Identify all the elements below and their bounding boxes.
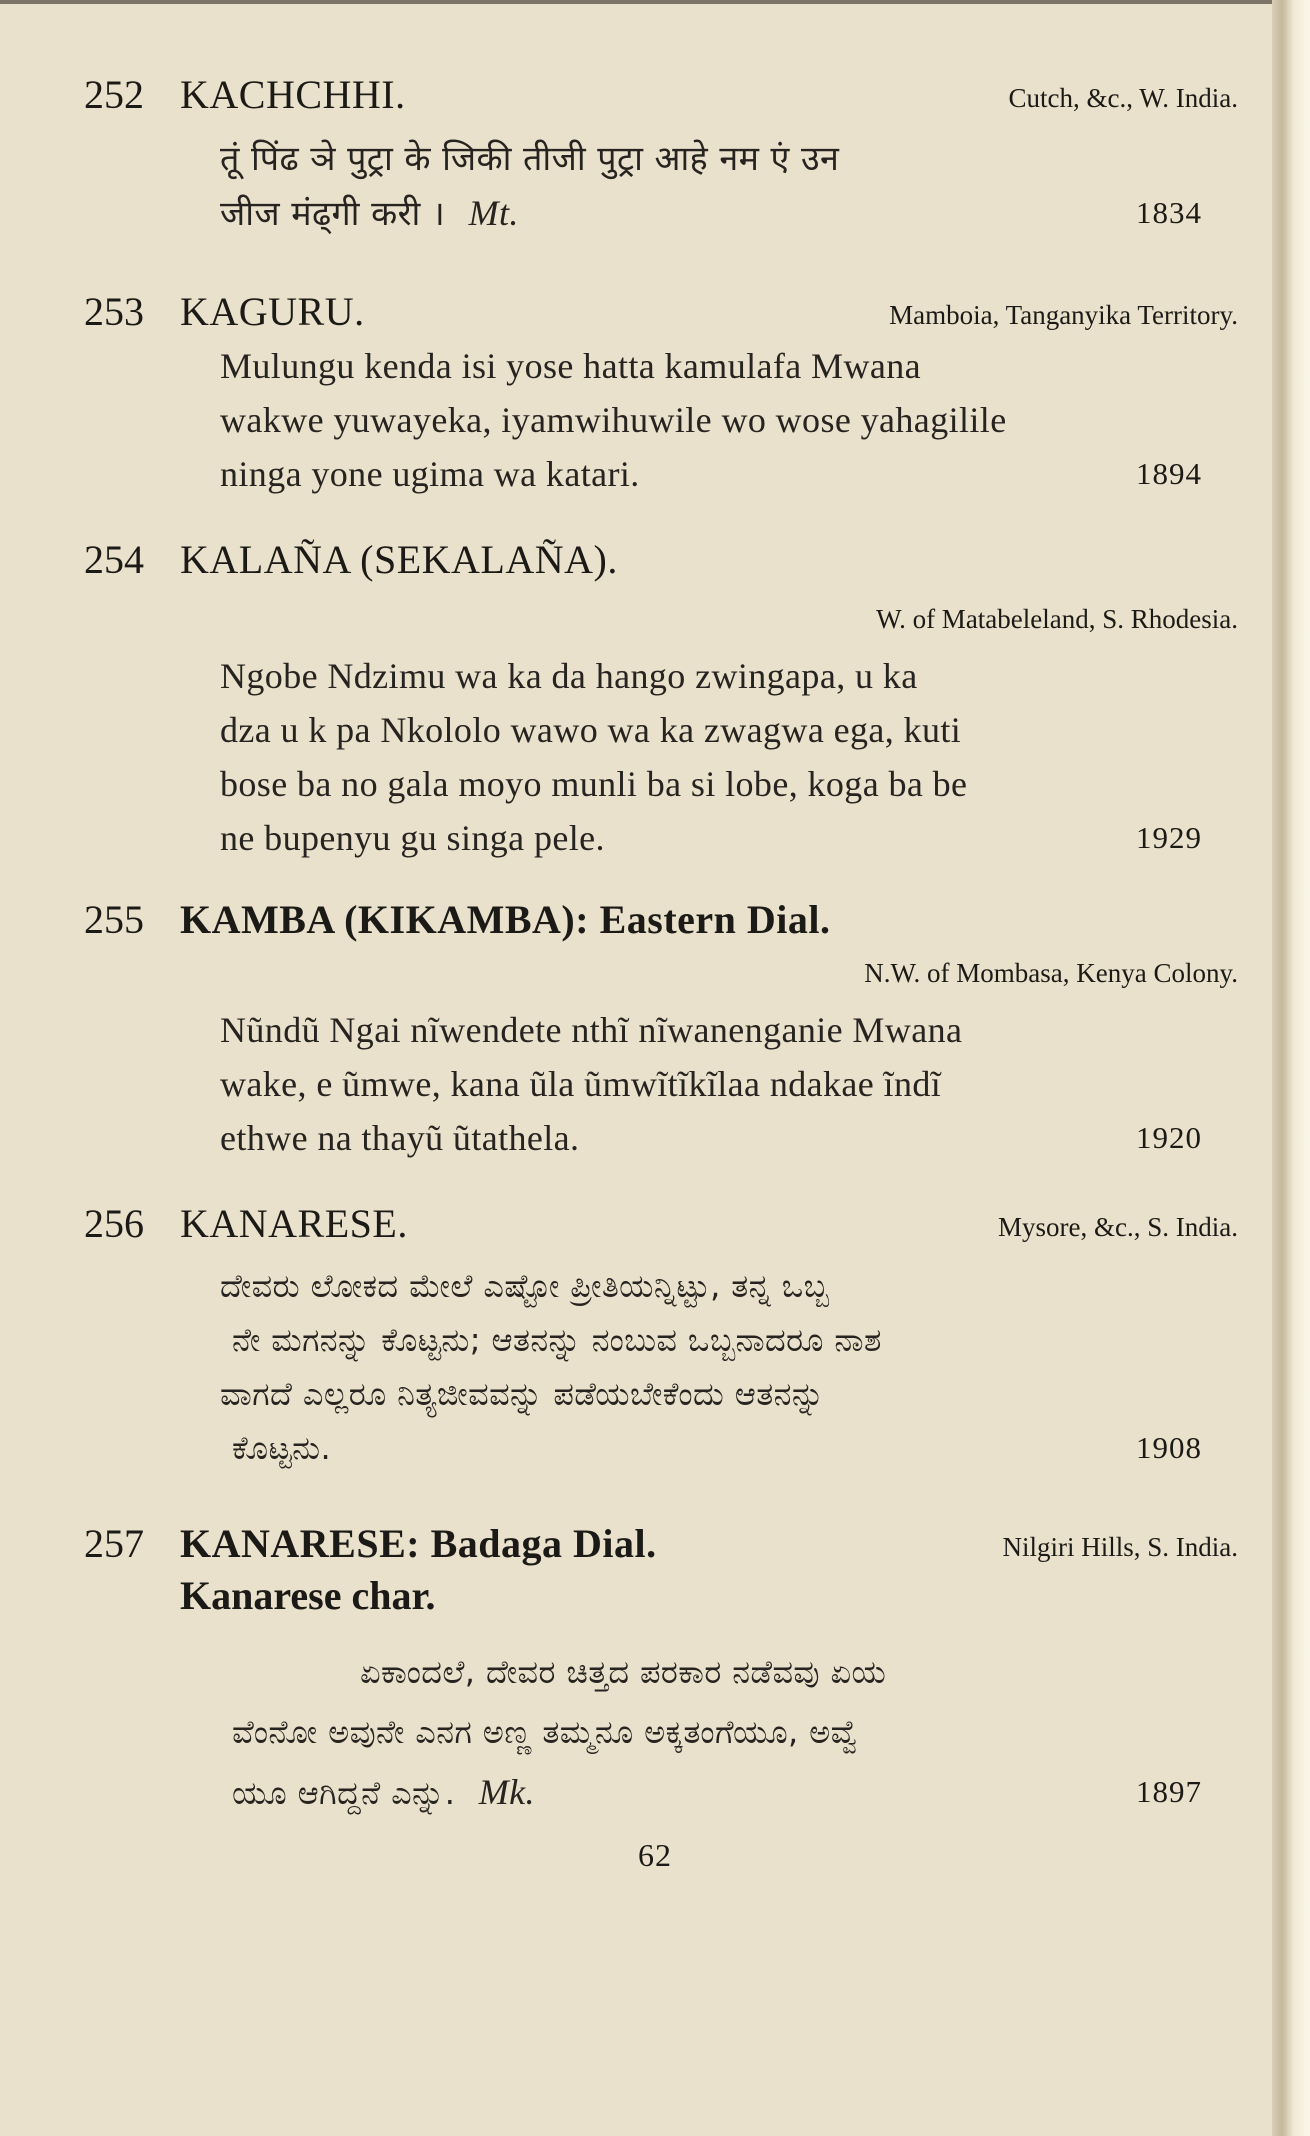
- entry-number: 252: [84, 72, 144, 117]
- year: 1908: [1136, 1430, 1202, 1465]
- text-line: wakwe yuwayeka, iyamwihuwile wo wose yahagilile: [220, 400, 1007, 440]
- version-abbr: Mk.: [478, 1772, 535, 1812]
- text-line: ಏಕಾಂದಲೆ, ದೇವರ ಚಿತ್ತದ ಪರಕಾರ ನಡೆವವು ಏಯ: [360, 1653, 887, 1691]
- text-line-last: [232, 1765, 1222, 1820]
- entry-header: [0, 891, 1272, 949]
- entry-header: [0, 1515, 1272, 1573]
- text-line: तूं पिंढ ञे पुट्रा के जिकी तीजी पुट्रा आहे नम एं उन: [220, 139, 840, 179]
- entry-number: 256: [84, 1201, 144, 1246]
- language-name: KALAÑA (SEKALAÑA).: [180, 537, 618, 582]
- page-number: 62: [638, 1837, 672, 1873]
- text-line: ವಾಗದೆ ಎಲ್ಲರೂ ನಿತ್ಯಜೀವವನ್ನು ಪಡೆಯಬೇಕೆಂದು ಆತನನ್ನು: [220, 1375, 825, 1413]
- entry-number: 253: [84, 289, 144, 334]
- year: 1834: [1136, 195, 1202, 230]
- text-line: ಕೊಟ್ಟನು.: [232, 1429, 332, 1467]
- text-line: wake, e ũmwe, kana ũla ũmwĩtĩkĩlaa ndakae ĩndĩ: [220, 1064, 942, 1104]
- location: Nilgiri Hills, S. India.: [1002, 1532, 1238, 1562]
- text-line: bose ba no gala moyo munli ba si lobe, koga ba be: [220, 764, 968, 804]
- entry-header: [0, 1195, 1272, 1253]
- text-line: Nũndũ Ngai nĩwendete nthĩ nĩwanenganie Mwana: [220, 1010, 963, 1050]
- text-line-last: [220, 186, 1210, 241]
- year: 1929: [1136, 820, 1202, 855]
- text-line: ಯೂ ಆಗಿದ್ದನೆ ಎನ್ನು.: [232, 1774, 456, 1812]
- text-line: ವೆಂನೋ ಅವುನೇ ಎನಗ ಅಣ್ಣ ತಮ್ಮನೂ ಅಕ್ಕತಂಗೆಯೂ, ಅವ್ವೆ: [232, 1713, 859, 1751]
- location: Mamboia, Tanganyika Territory.: [889, 300, 1238, 330]
- language-name: KACHCHHI.: [180, 72, 406, 117]
- version-abbr: Mt.: [468, 193, 519, 233]
- year: 1920: [1136, 1120, 1202, 1155]
- text-line: ನೇ ಮಗನನ್ನು ಕೊಟ್ಟನು; ಆತನನ್ನು ನಂಬುವ ಒಬ್ಬನಾದರೂ ನಾಶ: [232, 1321, 882, 1359]
- location: Cutch, &c., W. India.: [1008, 83, 1238, 113]
- language-name: KANARESE.: [180, 1201, 408, 1246]
- year: 1894: [1136, 456, 1202, 491]
- text-line: dza u k pa Nkololo wawo wa ka zwagwa ega, kuti: [220, 710, 962, 750]
- year: 1897: [1136, 1774, 1202, 1809]
- text-line: ethwe na thayũ ũtathela.: [220, 1118, 580, 1158]
- location: N.W. of Mombasa, Kenya Colony.: [864, 958, 1238, 988]
- language-name: KAMBA (KIKAMBA): Eastern Dial.: [180, 897, 831, 942]
- entry-header: [0, 66, 1272, 124]
- location: W. of Matabeleland, S. Rhodesia.: [876, 604, 1238, 634]
- text-line: ದೇವರು ಲೋಕದ ಮೇಲೆ ಎಷ್ಟೋ ಪ್ರೀತಿಯನ್ನಿಟ್ಟು, ತನ್ನ ಒಬ್ಬ: [220, 1267, 830, 1305]
- entry-number: 255: [84, 897, 144, 942]
- entry-header: [0, 283, 1272, 341]
- text-line: ne bupenyu gu singa pele.: [220, 818, 605, 858]
- text-line: Ngobe Ndzimu wa ka da hango zwingapa, u ka: [220, 656, 918, 696]
- text-line: Mulungu kenda isi yose hatta kamulafa Mwana: [220, 346, 922, 386]
- language-name: KAGURU.: [180, 289, 365, 334]
- text-line: ninga yone ugima wa katari.: [220, 454, 640, 494]
- entry-number: 257: [84, 1521, 144, 1566]
- language-name: KANARESE: Badaga Dial.: [180, 1521, 657, 1566]
- entry-header: [0, 531, 1272, 589]
- script-subheading: Kanarese char.: [180, 1573, 436, 1618]
- page-edge: [1272, 0, 1310, 2136]
- text-line: जीज मंढ्गी करी ।: [220, 194, 446, 234]
- location: Mysore, &c., S. India.: [998, 1212, 1238, 1242]
- entry-number: 254: [84, 537, 144, 582]
